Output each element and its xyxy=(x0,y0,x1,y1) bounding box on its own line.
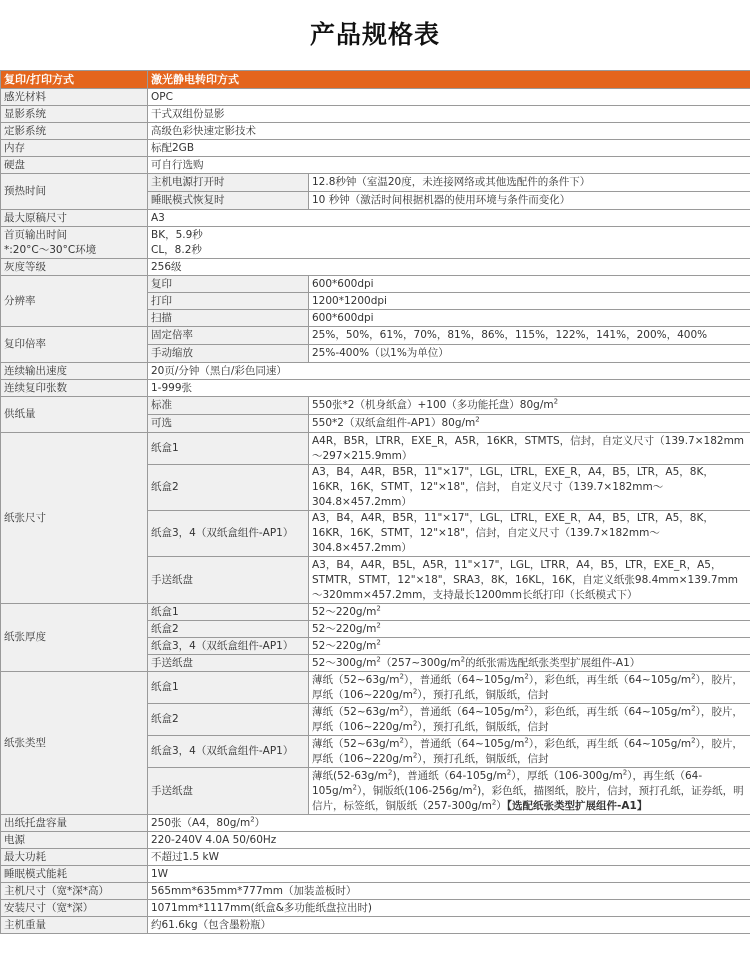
row-label: 纸张厚度 xyxy=(1,604,148,672)
superscript-2: 2 xyxy=(553,397,559,406)
type-text: ），预打孔纸，铜版纸，信封 xyxy=(417,688,549,701)
superscript-2: 2 xyxy=(388,768,393,776)
row-label: 最大功耗 xyxy=(1,849,148,866)
row-value: 220-240V 4.0A 50/60Hz xyxy=(148,832,750,849)
row-value: 高级色彩快速定影技术 xyxy=(148,123,750,140)
superscript-2: 2 xyxy=(524,704,529,712)
row-label: 供纸量 xyxy=(1,397,148,433)
type-text: ），胶片，厚纸（106~220g/m xyxy=(312,705,743,733)
table-row xyxy=(1,210,750,227)
type-text: ），普通纸（64~105g/m xyxy=(403,705,525,718)
row-value: 可自行选购 xyxy=(148,157,750,174)
row-value: 600*600dpi xyxy=(309,276,750,293)
table-row xyxy=(1,157,750,174)
row-value xyxy=(309,736,750,768)
superscript-2: 2 xyxy=(524,672,529,680)
supply-standard-text: 550张*2（机身纸盒）+100（多功能托盘）80g/m xyxy=(312,399,554,411)
spec-table xyxy=(0,70,750,934)
row-label: 复印倍率 xyxy=(1,327,148,363)
table-row xyxy=(1,849,750,866)
superscript-2: 2 xyxy=(524,736,529,744)
table-row xyxy=(1,363,750,380)
first-copy-label: 首页输出时间 xyxy=(4,228,67,241)
superscript-2: 2 xyxy=(691,736,696,744)
row-sublabel: 手送纸盘 xyxy=(148,768,309,815)
row-value: 干式双组份显影 xyxy=(148,106,750,123)
row-value: 10 秒钟（激活时间根据机器的使用环境与条件而变化） xyxy=(309,192,750,210)
page-title: 产品规格表 xyxy=(309,20,440,49)
row-sublabel: 睡眠模式恢复时 xyxy=(148,192,309,210)
superscript-2: 2 xyxy=(399,736,404,744)
row-sublabel: 纸盒2 xyxy=(148,704,309,736)
superscript-2: 2 xyxy=(376,604,381,612)
table-row xyxy=(1,815,750,832)
row-label: 主机重量 xyxy=(1,917,148,934)
type-text: ），铜版纸(106-256g/m xyxy=(356,784,473,797)
row-label: 预热时间 xyxy=(1,174,148,210)
row-sublabel: 纸盒3，4（双纸盒组件-AP1） xyxy=(148,736,309,768)
row-label: 内存 xyxy=(1,140,148,157)
row-value: 565mm*635mm*777mm（加装盖板时） xyxy=(148,883,750,900)
table-row xyxy=(1,604,750,621)
row-label: 感光材料 xyxy=(1,89,148,106)
row-value xyxy=(309,397,750,415)
row-value xyxy=(309,415,750,433)
row-sublabel: 可选 xyxy=(148,415,309,433)
type-text: ），胶片，厚纸（106~220g/m xyxy=(312,737,743,765)
first-copy-bk: BK，5.9秒 xyxy=(151,228,203,241)
table-row xyxy=(1,259,750,276)
superscript-2: 2 xyxy=(250,815,255,823)
row-value: 标配2GB xyxy=(148,140,750,157)
superscript-2: 2 xyxy=(472,783,478,791)
row-value xyxy=(309,768,750,815)
table-row xyxy=(1,397,750,415)
row-sublabel: 纸盒2 xyxy=(148,621,309,638)
row-sublabel: 手送纸盘 xyxy=(148,655,309,672)
row-value: 25%，50%，61%，70%，81%，86%，115%，122%，141%，200%，400% xyxy=(309,327,750,345)
row-sublabel: 纸盒1 xyxy=(148,433,309,465)
row-label: 出纸托盘容量 xyxy=(1,815,148,832)
weight-value: 52～220g/m xyxy=(312,605,377,618)
row-sublabel: 手送纸盘 xyxy=(148,557,309,604)
header-label: 复印/打印方式 xyxy=(1,71,148,89)
type-text: ），预打孔纸，铜版纸，信封 xyxy=(417,752,549,765)
table-row xyxy=(1,327,750,345)
superscript-2: 2 xyxy=(399,672,404,680)
row-sublabel: 纸盒3，4（双纸盒组件-AP1） xyxy=(148,511,309,557)
type-text: )，普通纸（64-105g/m xyxy=(392,769,507,782)
table-row xyxy=(1,866,750,883)
row-value xyxy=(148,815,750,832)
table-row xyxy=(1,433,750,465)
row-value: 1071mm*1117mm(纸盒&多功能纸盘拉出时) xyxy=(148,900,750,917)
output-tray-close: ） xyxy=(254,816,266,829)
superscript-2: 2 xyxy=(622,768,628,776)
row-label: 分辨率 xyxy=(1,276,148,327)
superscript-2: 2 xyxy=(376,655,381,663)
row-label: 灰度等级 xyxy=(1,259,148,276)
first-copy-cl: CL，8.2秒 xyxy=(151,243,202,256)
row-value: 1200*1200dpi xyxy=(309,293,750,310)
type-text: ），再生纸（64-105g/m xyxy=(312,769,703,797)
table-row xyxy=(1,672,750,704)
row-value: OPC xyxy=(148,89,750,106)
row-sublabel: 纸盒2 xyxy=(148,465,309,511)
row-value xyxy=(309,638,750,655)
row-value xyxy=(309,655,750,672)
type-text: ），彩色纸，再生纸（64~105g/m xyxy=(528,737,692,750)
table-row xyxy=(1,276,750,293)
superscript-2: 2 xyxy=(376,621,381,629)
row-label xyxy=(1,227,148,259)
row-value xyxy=(309,621,750,638)
row-value: A3 xyxy=(148,210,750,227)
row-sublabel: 固定倍率 xyxy=(148,327,309,345)
row-sublabel: 纸盒1 xyxy=(148,604,309,621)
row-label: 纸张尺寸 xyxy=(1,433,148,604)
table-row xyxy=(1,174,750,192)
row-value: 不超过1.5 kW xyxy=(148,849,750,866)
row-value xyxy=(309,672,750,704)
superscript-2: 2 xyxy=(412,751,418,759)
superscript-2: 2 xyxy=(691,672,696,680)
type-text: 薄纸（52~63g/m xyxy=(312,705,400,718)
first-copy-condition: *:20°C～30°C环境 xyxy=(4,243,97,256)
table-row xyxy=(1,71,750,89)
weight-value: 52～220g/m xyxy=(312,622,377,635)
row-value: 1-999张 xyxy=(148,380,750,397)
row-value: 12.8秒钟（室温20度，未连接网络或其他选配件的条件下） xyxy=(309,174,750,192)
row-value xyxy=(148,227,750,259)
superscript-2: 2 xyxy=(460,655,466,663)
table-row xyxy=(1,380,750,397)
row-sublabel: 纸盒1 xyxy=(148,672,309,704)
table-row xyxy=(1,123,750,140)
superscript-2: 2 xyxy=(399,704,404,712)
row-label: 连续输出速度 xyxy=(1,363,148,380)
type-text: ），普通纸（64~105g/m xyxy=(403,673,525,686)
row-value: A3，B4，A4R，B5L，A5R，11"×17"，LGL，LTRR，A4，B5，LTR，EXE_R，A5，STMTR，STMT，12"×18"，SRA3，8K，16KL，16K，自定义纸张98.4mm×139.7mm～320mm×457.2mm，支持最长1200mm长纸打印（长纸模式下） xyxy=(309,557,750,604)
type-text: 薄纸（52~63g/m xyxy=(312,737,400,750)
row-label: 定影系统 xyxy=(1,123,148,140)
row-value: A3，B4，A4R，B5R，11"×17"，LGL，LTRL，EXE_R，A4，B5，LTR，A5，8K，16KR，16K，STMT，12"×18"，信封， 自定义尺寸（139.7×182mm～304.8×457.2mm） xyxy=(309,465,750,511)
type-text: 薄纸（52~63g/m xyxy=(312,673,400,686)
table-row xyxy=(1,140,750,157)
type-text: ），胶片，厚纸（106~220g/m xyxy=(312,673,743,701)
type-text: 薄纸(52-63g/m xyxy=(312,769,389,782)
table-row xyxy=(1,900,750,917)
type-text: ），预打孔纸，铜版纸，信封 xyxy=(417,720,549,733)
superscript-2: 2 xyxy=(475,415,480,424)
weight-value: 52～220g/m xyxy=(312,639,377,652)
row-label: 安装尺寸（宽*深） xyxy=(1,900,148,917)
row-value: A3，B4，A4R，B5R，11"×17"，LGL，LTRL，EXE_R，A4，B5，LTR，A5，8K，16KR，16K，STMT，12"×18"，信封，自定义尺寸（139.7×182mm～304.8×457.2mm） xyxy=(309,511,750,557)
row-sublabel: 纸盒3，4（双纸盒组件-AP1） xyxy=(148,638,309,655)
row-sublabel: 主机电源打开时 xyxy=(148,174,309,192)
row-value xyxy=(309,704,750,736)
row-value: 1W xyxy=(148,866,750,883)
row-sublabel: 扫描 xyxy=(148,310,309,327)
row-value: A4R，B5R，LTRR，EXE_R，A5R，16KR，STMTS，信封，自定义尺寸（139.7×182mm～297×215.9mm） xyxy=(309,433,750,465)
type-option-note: 【选配纸张类型扩展组件-A1】 xyxy=(506,799,648,812)
table-row xyxy=(1,106,750,123)
type-text: ），彩色纸，再生纸（64~105g/m xyxy=(528,673,692,686)
superscript-2: 2 xyxy=(506,768,512,776)
row-sublabel: 打印 xyxy=(148,293,309,310)
table-row xyxy=(1,883,750,900)
superscript-2: 2 xyxy=(491,798,497,806)
row-label: 电源 xyxy=(1,832,148,849)
superscript-2: 2 xyxy=(376,638,381,646)
table-row xyxy=(1,832,750,849)
row-label: 连续复印张数 xyxy=(1,380,148,397)
row-value xyxy=(309,604,750,621)
weight-note-tail: 的纸张需选配纸张类型扩展组件-A1） xyxy=(465,656,641,669)
weight-note: （257~300g/m xyxy=(380,656,461,669)
superscript-2: 2 xyxy=(412,687,418,695)
supply-optional-text: 550*2（双纸盒组件-AP1）80g/m xyxy=(312,417,476,429)
row-label: 硬盘 xyxy=(1,157,148,174)
weight-value: 52～300g/m xyxy=(312,656,377,669)
row-value: 25%-400%（以1%为单位） xyxy=(309,345,750,363)
row-label: 纸张类型 xyxy=(1,672,148,815)
row-value: 约61.6kg（包含墨粉瓶） xyxy=(148,917,750,934)
superscript-2: 2 xyxy=(412,719,418,727)
table-row xyxy=(1,227,750,259)
superscript-2: 2 xyxy=(352,783,357,791)
type-text: ），普通纸（64~105g/m xyxy=(403,737,525,750)
row-value: 256级 xyxy=(148,259,750,276)
row-label: 主机尺寸（宽*深*高） xyxy=(1,883,148,900)
output-tray-text: 250张（A4，80g/m xyxy=(151,816,251,829)
header-value: 激光静电转印方式 xyxy=(148,71,750,89)
type-text: )，彩色纸，描图纸，胶片，信封，预打孔纸，证券纸，明信片，标签纸，铜版纸（257-300g/m xyxy=(312,784,744,812)
type-text: ），厚纸（106-300g/m xyxy=(511,769,623,782)
row-label: 最大原稿尺寸 xyxy=(1,210,148,227)
type-text: ） xyxy=(496,799,507,812)
row-sublabel: 复印 xyxy=(148,276,309,293)
row-sublabel: 手动缩放 xyxy=(148,345,309,363)
row-label: 睡眠模式能耗 xyxy=(1,866,148,883)
row-value: 20页/分钟（黑白/彩色同速） xyxy=(148,363,750,380)
row-sublabel: 标准 xyxy=(148,397,309,415)
type-text: ），彩色纸，再生纸（64~105g/m xyxy=(528,705,692,718)
row-value: 600*600dpi xyxy=(309,310,750,327)
superscript-2: 2 xyxy=(691,704,696,712)
table-row xyxy=(1,89,750,106)
row-label: 显影系统 xyxy=(1,106,148,123)
table-row xyxy=(1,917,750,934)
